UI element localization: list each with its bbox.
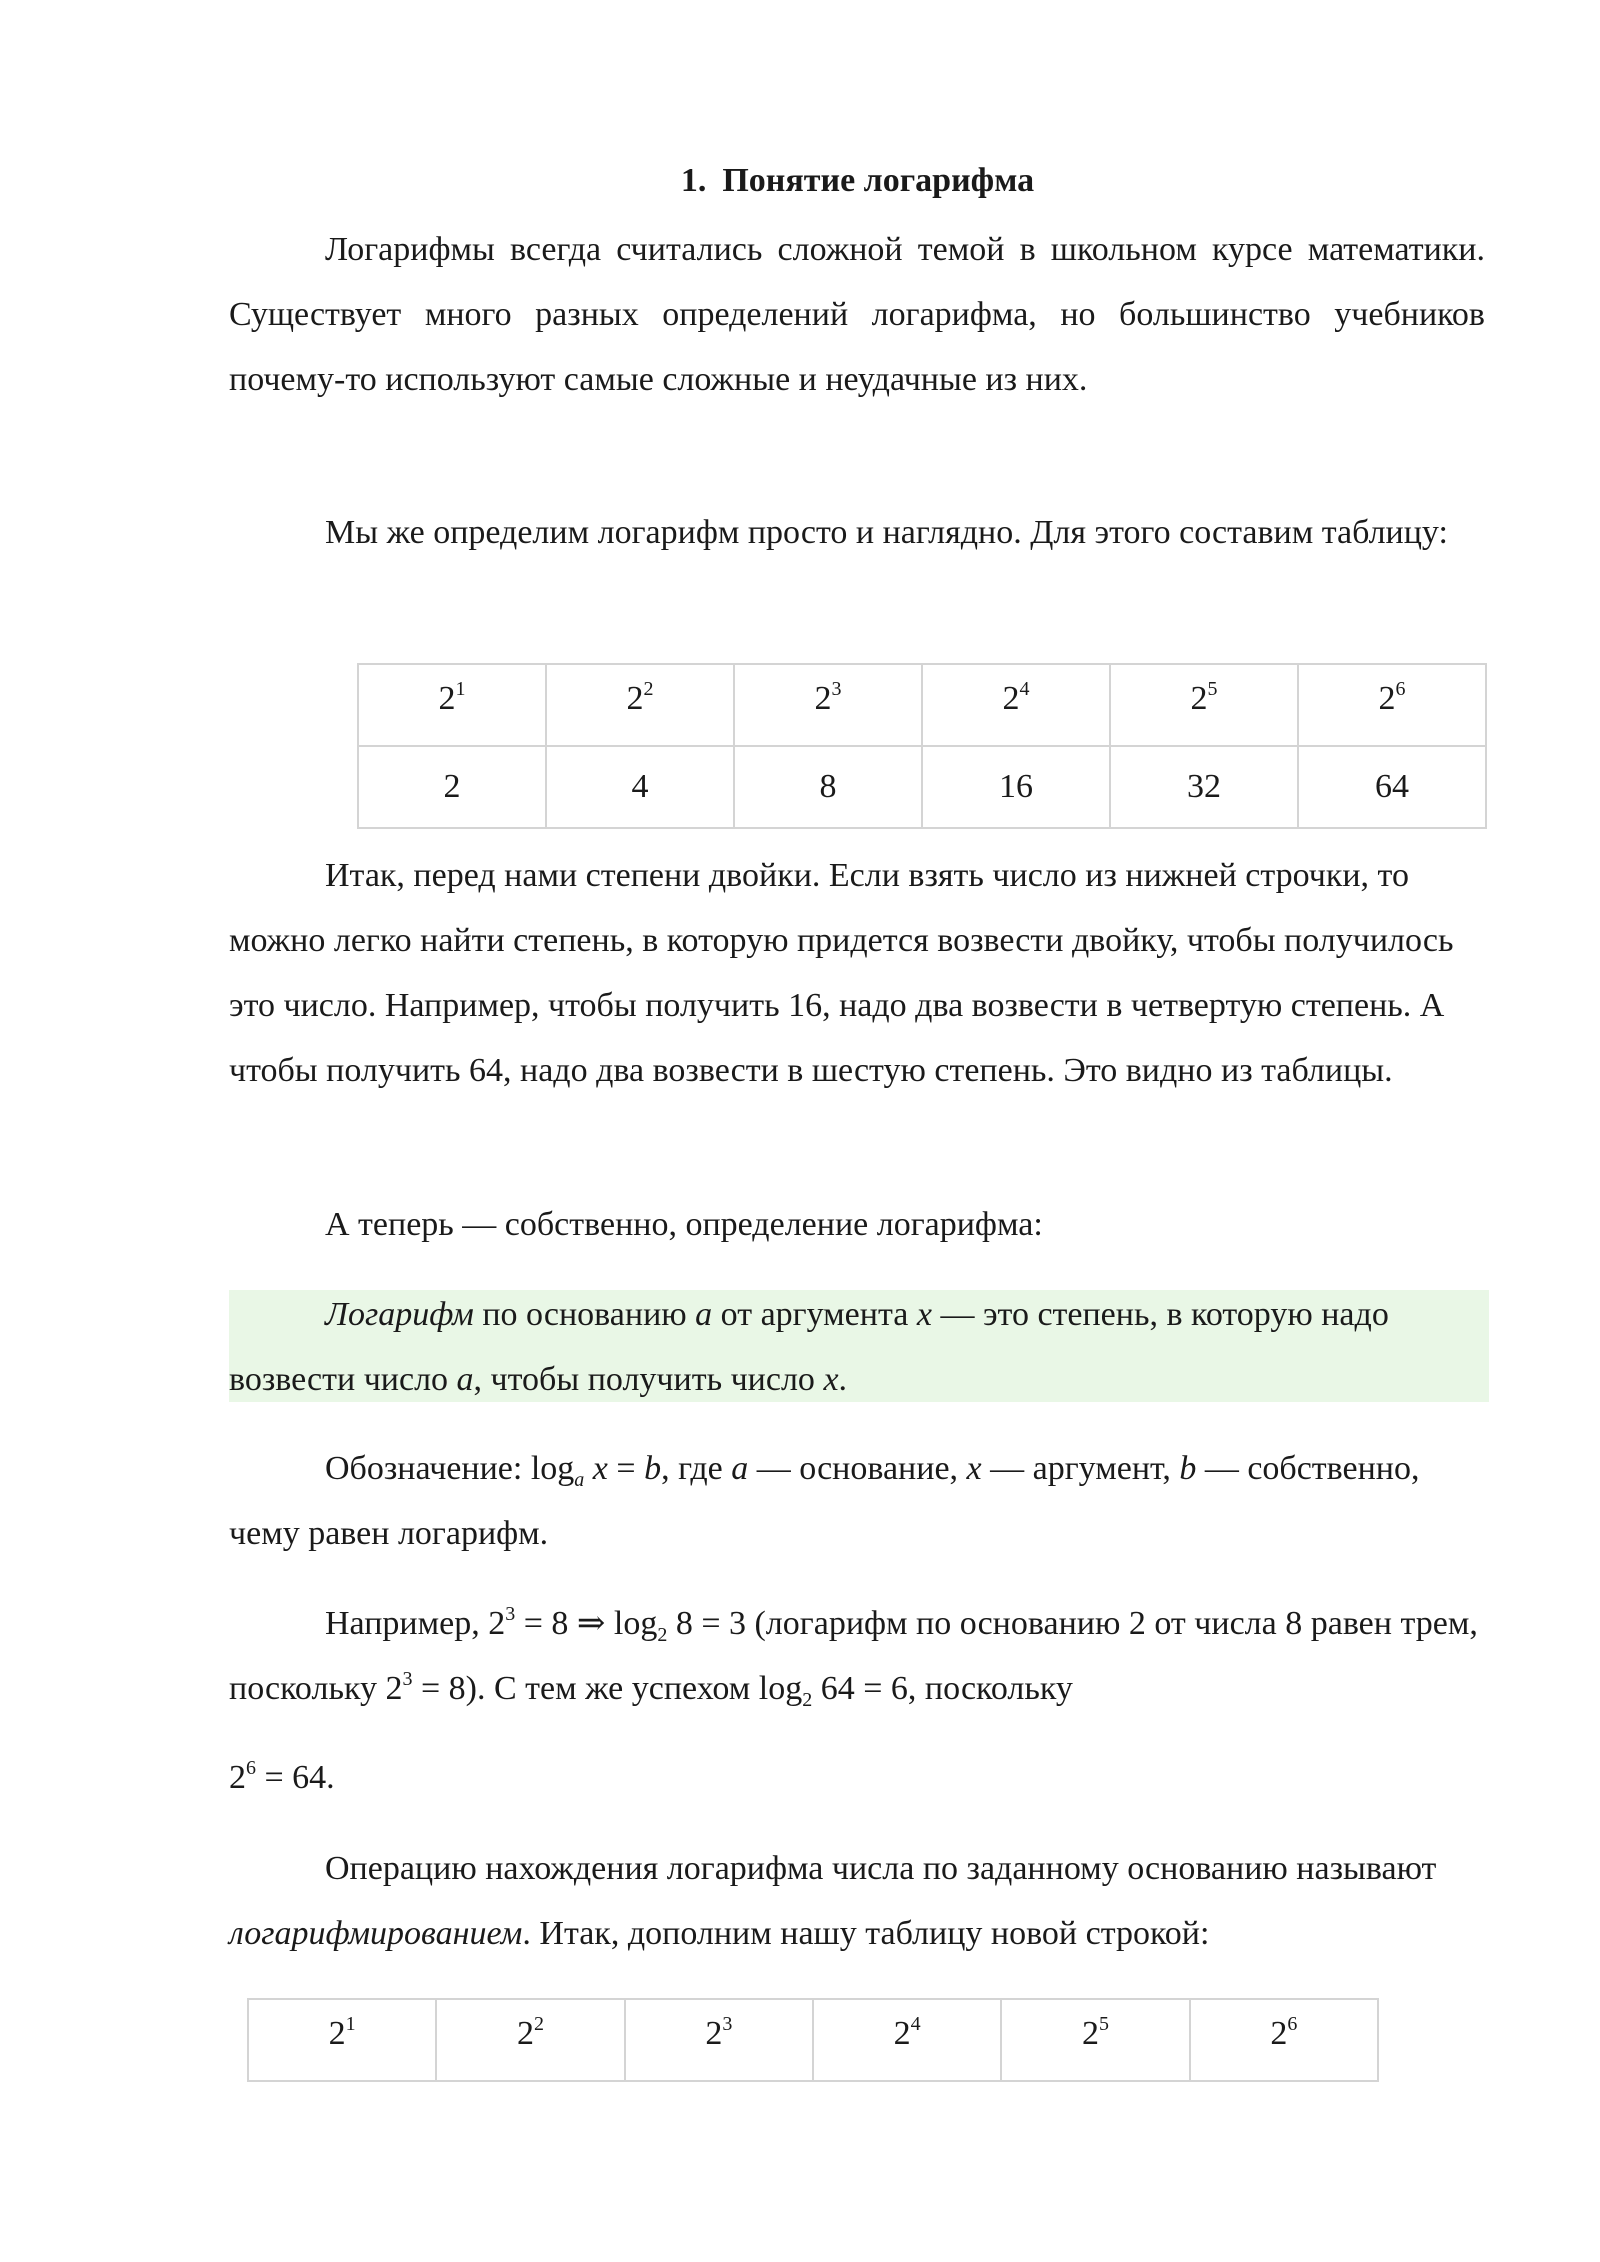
- paragraph-explanation-text: Итак, перед нами степени двойки. Если взять число из нижней строчки, то можно легко найти степень, в которую придется возвести двойку, чтобы получилось это число. Например, чтобы получить 16, надо два возвести в четвертую степень. А чтобы получить 64, надо два возвести в шестую степень. Это видно из таблицы.: [229, 857, 1454, 1089]
- powers-table-extended: [247, 1998, 1379, 2082]
- table-cell-power: $2^2$: [436, 1999, 624, 2081]
- example-continuation-text: $2^6 = 64$.: [229, 1757, 335, 1796]
- table-row-values: [358, 746, 1486, 828]
- table-cell-value: 64: [1298, 746, 1486, 828]
- heading-number: 1.: [680, 162, 707, 199]
- paragraph-table-intro-text: Мы же определим логарифм просто и наглядно. Для этого составим таблицу:: [325, 514, 1448, 551]
- table-cell-power: $2^2$: [546, 664, 734, 746]
- paragraph-logarithmization: [229, 1836, 1485, 1966]
- definition-text: Логарифм по основанию a от аргумента x — это степень, в которую надо возвести число a, чтобы получить число x.: [229, 1296, 1389, 1398]
- table-cell-power: $2^1$: [358, 664, 546, 746]
- paragraph-table-intro: [229, 500, 1485, 565]
- example-continuation: [229, 1745, 1485, 1810]
- table-cell-value: 4: [546, 746, 734, 828]
- paragraph-intro: [229, 217, 1485, 412]
- table-cell-power: $2^5$: [1001, 1999, 1189, 2081]
- paragraph-definition-lead-text: А теперь — собственно, определение логарифма:: [325, 1206, 1043, 1243]
- table-cell-power: $2^3$: [625, 1999, 813, 2081]
- table-cell-value: 8: [734, 746, 922, 828]
- table-row-powers: [358, 664, 1486, 746]
- paragraph-intro-text: Логарифмы всегда считались сложной темой в школьном курсе математики. Существует много разных определений логарифма, но большинство учебников почему-то используют самые сложные и неудачные из них.: [229, 231, 1485, 398]
- logarithmization-term: логарифмированием: [229, 1915, 523, 1952]
- powers-table: [357, 663, 1487, 829]
- section-heading: [0, 156, 1600, 206]
- paragraph-logarithmization-text: Операцию нахождения логарифма числа по заданному основанию называют логарифмированием. Итак, дополним нашу таблицу новой строкой:: [229, 1850, 1437, 1952]
- table-cell-power: $2^3$: [734, 664, 922, 746]
- notation-text: Обозначение: $\log_a x = b$, где a — основание, x — аргумент, b — собственно, чему равен логарифм.: [229, 1450, 1420, 1552]
- heading-title: Понятие логарифма: [722, 162, 1035, 199]
- definition-block: [229, 1282, 1485, 1412]
- table-cell-value: 16: [922, 746, 1110, 828]
- table-row-powers: [248, 1999, 1378, 2081]
- paragraph-explanation: [229, 843, 1485, 1103]
- example-text: Например, $2^3 = 8$ ⇒ $\log_2 8 = 3$ (логарифм по основанию 2 от числа 8 равен трем, поскольку $2^3 = 8$). С тем же успехом $\log_2 64 = 6$, поскольку: [229, 1603, 1478, 1711]
- table-cell-power: $2^5$: [1110, 664, 1298, 746]
- table-cell-value: 32: [1110, 746, 1298, 828]
- example-paragraph: [229, 1591, 1485, 1721]
- paragraph-definition-lead: [229, 1192, 1485, 1257]
- table-cell-power: $2^4$: [922, 664, 1110, 746]
- table-cell-power: $2^1$: [248, 1999, 436, 2081]
- table-cell-power: $2^4$: [813, 1999, 1001, 2081]
- notation-paragraph: [229, 1436, 1485, 1566]
- definition-term: Логарифм: [325, 1296, 474, 1333]
- table-cell-value: 2: [358, 746, 546, 828]
- table-cell-power: $2^6$: [1190, 1999, 1378, 2081]
- table-cell-power: $2^6$: [1298, 664, 1486, 746]
